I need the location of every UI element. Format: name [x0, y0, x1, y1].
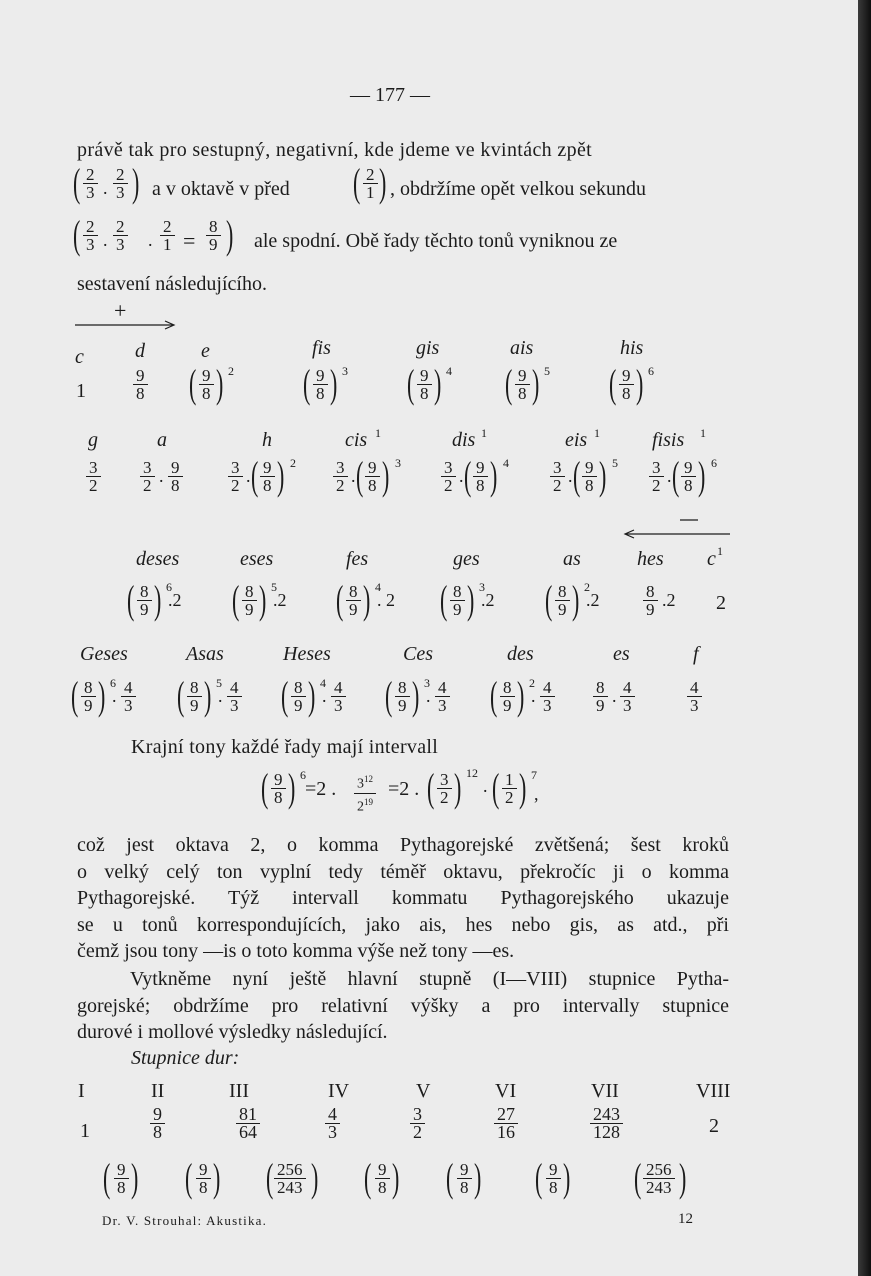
paren-open: (: [671, 453, 680, 498]
exponent: 6: [166, 580, 172, 594]
paren-open: (: [260, 765, 269, 810]
fraction-2-3: $\frac{2}{3}$: [113, 166, 128, 201]
fraction-2-3: $\frac{2}{3}$: [83, 166, 98, 201]
interval-fraction: $\frac{9}{8}$: [546, 1161, 561, 1196]
tone-name: Heses: [283, 643, 331, 665]
fraction-8-9: $\frac{8}{9}$: [500, 679, 515, 714]
interval-fraction: $\frac{9}{8}$: [114, 1161, 129, 1196]
fraction-4-3: $\frac{4}{3}$: [540, 679, 555, 714]
fraction-3-2: $\frac{3}{2}$: [441, 459, 456, 494]
fraction-2-3: $\frac{2}{3}$: [83, 218, 98, 253]
exponent: 3: [479, 580, 485, 594]
interval-fraction: $\frac{9}{8}$: [375, 1161, 390, 1196]
degree-value: 1: [80, 1120, 90, 1142]
dot-operator: .: [351, 466, 356, 486]
tone-superscript: 1: [375, 426, 381, 440]
fraction-9-8: $\frac{9}{8}$: [168, 459, 183, 494]
dot-operator: .: [459, 466, 464, 486]
equation-part: =2 .: [305, 778, 337, 800]
fraction-3-2: $\frac{3}{2}$: [140, 459, 155, 494]
degree-numeral: V: [416, 1080, 431, 1102]
tone-name: Geses: [80, 643, 128, 665]
fraction-9-8: $\frac{9}{8}$: [260, 459, 275, 494]
fraction-9-8: $\frac{9}{8}$: [313, 367, 328, 402]
paren-open: (: [608, 361, 617, 406]
text-line: Pythagorejské. Týž intervall kommatu Pythagorejského ukazuje: [77, 887, 729, 909]
degree-fraction: $\frac{27}{16}$: [494, 1106, 518, 1141]
paren-open: (: [544, 577, 553, 622]
fraction-8-9: $\frac{8}{9}$: [206, 218, 221, 253]
intro-line-1: právě tak pro sestupný, negativní, kde jdeme ve kvintách zpět: [77, 139, 593, 161]
fraction-9-8: $\frac{9}{8}$: [619, 367, 634, 402]
tone-name: des: [507, 643, 534, 665]
tone-name: h: [262, 429, 272, 451]
tone-name: ges: [453, 548, 480, 570]
paren-close: ): [276, 453, 285, 498]
dot-operator: .: [667, 466, 672, 486]
intro-line-3-end: ale spodní. Obě řady těchto tonů vyniknou ze: [254, 230, 618, 252]
text-line: Vytkněme nyní ještě hlavní stupně (I—VIII) stupnice Pytha-: [130, 968, 729, 990]
paren-close: ): [562, 1155, 571, 1200]
text-line: se u tonů korrespondujících, jako ais, hes nebo gis, as atd., při: [77, 913, 729, 936]
dot-operator: .: [218, 686, 223, 706]
equals-sign: =: [183, 228, 196, 253]
tone-name: e: [201, 340, 210, 362]
exponent: 12: [466, 766, 478, 780]
fraction-9-8: $\frac{9}{8}$: [417, 367, 432, 402]
interval-fraction: $\frac{9}{8}$: [457, 1161, 472, 1196]
paragraph-3: [77, 966, 729, 1046]
interval-fraction: $\frac{256}{243}$: [274, 1161, 306, 1196]
paren-close: ): [362, 577, 371, 622]
paren-open: (: [489, 673, 498, 718]
paren-open: (: [188, 361, 197, 406]
paren-close: ): [635, 361, 644, 406]
degree-numeral: VII: [591, 1080, 619, 1102]
paren-close: ): [153, 577, 162, 622]
plus-sign: +: [114, 298, 127, 323]
interval-fraction: $\frac{9}{8}$: [196, 1161, 211, 1196]
tone-name: his: [620, 337, 644, 359]
paren-open: (: [363, 1155, 372, 1200]
paragraph-2: [77, 832, 729, 965]
degree-fraction: $\frac{3}{2}$: [410, 1106, 425, 1141]
product-2: .2: [273, 590, 287, 610]
fraction-3-2: $\frac{3}{2}$: [649, 459, 664, 494]
exponent: 2: [290, 456, 296, 470]
paren-open: (: [126, 577, 135, 622]
paren-open: (: [70, 673, 79, 718]
tone-superscript: 1: [594, 426, 600, 440]
fraction-8-9: $\frac{8}{9}$: [187, 679, 202, 714]
fraction-4-3: $\frac{4}{3}$: [121, 679, 136, 714]
dot-operator: .: [531, 686, 536, 706]
paren-close: ): [212, 1155, 221, 1200]
degree-numeral: II: [151, 1080, 165, 1102]
dot-operator: .: [159, 466, 164, 486]
product-2: .2: [481, 590, 495, 610]
paren-open: (: [504, 361, 513, 406]
paren-close: ): [571, 577, 580, 622]
paren-close: ): [215, 361, 224, 406]
paren-close: ): [130, 1155, 139, 1200]
exponent: 6: [110, 676, 116, 690]
fraction-9-8: $\frac{9}{8}$: [582, 459, 597, 494]
scale-label: Stupnice dur:: [131, 1047, 240, 1069]
paren-open: (: [406, 361, 415, 406]
text-line: durové i mollové výsledky následující.: [77, 1021, 388, 1043]
fraction-9-8: $\frac{9}{8}$: [365, 459, 380, 494]
paren-open: (: [280, 673, 289, 718]
degree-numeral: IV: [328, 1080, 350, 1102]
fraction-9-8: $\frac{9}{8}$: [133, 367, 148, 402]
paren-open: (: [176, 673, 185, 718]
tone-value: 2: [716, 592, 726, 614]
product-2: .2: [168, 590, 182, 610]
product-2: . 2: [377, 590, 395, 610]
right-arrow-icon: [75, 318, 179, 332]
exponent: 4: [446, 364, 452, 378]
paren-open: (: [534, 1155, 543, 1200]
text-line: což jest oktava 2, o komma Pythagorejské zvětšená; šest kroků: [77, 834, 729, 856]
fraction-8-9: $\frac{8}{9}$: [450, 583, 465, 618]
fraction-9-8: $\frac{9}{8}$: [515, 367, 530, 402]
interval-sentence: Krajní tony každé řady mají intervall: [131, 736, 439, 758]
comma: ,: [534, 784, 539, 804]
degree-fraction: $\frac{81}{64}$: [236, 1106, 260, 1141]
exponent: 3: [424, 676, 430, 690]
text-line: o velký celý ton vyplní tedy téměř oktavu, překročíc ji o komma: [77, 860, 729, 883]
exponent: 6: [648, 364, 654, 378]
fraction-8-9: $\frac{8}{9}$: [137, 583, 152, 618]
dot-operator: .: [246, 466, 251, 486]
tone-name: fes: [346, 548, 369, 570]
paren-close: ): [381, 453, 390, 498]
exponent: 2: [228, 364, 234, 378]
page-number: — 177 —: [350, 84, 430, 106]
paren-close: ): [466, 577, 475, 622]
paren-close: ): [598, 453, 607, 498]
tone-name: as: [563, 548, 581, 570]
product-2: .2: [662, 590, 676, 610]
paren-open: (: [445, 1155, 454, 1200]
paren-open: (: [231, 577, 240, 622]
tone-name: fis: [312, 337, 331, 359]
paren-close: ): [225, 212, 234, 257]
fraction-4-3: $\frac{4}{3}$: [331, 679, 346, 714]
paren-close: ): [131, 160, 140, 205]
dot-operator: .: [148, 230, 153, 250]
fraction-9-8: $\frac{9}{8}$: [199, 367, 214, 402]
fraction-8-9: $\frac{8}{9}$: [555, 583, 570, 618]
tone-name: d: [135, 340, 145, 362]
paren-open: (: [633, 1155, 642, 1200]
intro-line-2-end: , obdržíme opět velkou sekundu: [390, 178, 647, 200]
dot-operator: .: [612, 686, 617, 706]
left-arrow-minus-icon: [622, 516, 732, 540]
paren-open: (: [265, 1155, 274, 1200]
exponent: 2: [529, 676, 535, 690]
fraction-8-9: $\frac{8}{9}$: [395, 679, 410, 714]
exponent: 3: [342, 364, 348, 378]
fraction-2-1: $\frac{2}{1}$: [160, 218, 175, 253]
fraction-2-3: $\frac{2}{3}$: [113, 218, 128, 253]
fraction-4-3: $\frac{4}{3}$: [227, 679, 242, 714]
tone-value: 1: [76, 380, 86, 402]
paren-close: ): [97, 673, 106, 718]
tone-name: hes: [637, 548, 664, 570]
paren-close: ): [453, 765, 462, 810]
paren-close: ): [489, 453, 498, 498]
tone-name: Ces: [403, 643, 433, 665]
page-edge-shadow: [858, 0, 871, 1276]
exponent: 2: [584, 580, 590, 594]
fraction-8-9: $\frac{8}{9}$: [593, 679, 608, 714]
paren-close: ): [516, 673, 525, 718]
paren-open: (: [439, 577, 448, 622]
tone-name: eis: [565, 429, 588, 451]
paren-close: ): [473, 1155, 482, 1200]
fraction-1-2: $\frac{1}{2}$: [502, 771, 517, 806]
dot-operator: .: [103, 230, 108, 250]
degree-fraction: $\frac{4}{3}$: [325, 1106, 340, 1141]
fraction-8-9: $\frac{8}{9}$: [643, 583, 658, 618]
exponent: 5: [271, 580, 277, 594]
exponent: 4: [375, 580, 381, 594]
exponent: 7: [531, 768, 537, 782]
equation-part: =2 .: [388, 778, 420, 800]
fraction-3-2: $\frac{3}{2}$: [228, 459, 243, 494]
paren-close: ): [391, 1155, 400, 1200]
signature-mark: 12: [678, 1211, 693, 1227]
exponent: 5: [216, 676, 222, 690]
fraction-4-3: $\frac{4}{3}$: [620, 679, 635, 714]
degree-numeral: I: [78, 1080, 85, 1102]
tone-name: fisis: [652, 429, 685, 451]
tone-name: c: [707, 548, 716, 570]
tone-name: cis: [345, 429, 368, 451]
paren-close: ): [433, 361, 442, 406]
fraction-8-9: $\frac{8}{9}$: [81, 679, 96, 714]
dot-operator: .: [426, 686, 431, 706]
text-line: čemž jsou tony —is o toto komma výše než tony —es.: [77, 940, 515, 962]
degree-numeral: VI: [495, 1080, 517, 1102]
paren-open: (: [250, 453, 259, 498]
exponent: 3: [395, 456, 401, 470]
fraction-3-2: $\frac{3}{2}$: [550, 459, 565, 494]
text-line: gorejské; obdržíme pro relativní výšky a pro intervally stupnice: [77, 994, 729, 1017]
paren-open: (: [102, 1155, 111, 1200]
degree-fraction: $\frac{243}{128}$: [590, 1106, 623, 1141]
fraction-8-9: $\frac{8}{9}$: [242, 583, 257, 618]
paren-close: ): [310, 1155, 319, 1200]
tone-name: f: [693, 643, 699, 665]
paren-open: (: [426, 765, 435, 810]
fraction-3-2: $\frac{3}{2}$: [437, 771, 452, 806]
intro-line-2-mid: a v oktavě v před: [152, 178, 290, 200]
product-2: .2: [586, 590, 600, 610]
tone-superscript: 1: [717, 544, 723, 558]
exponent: 5: [612, 456, 618, 470]
fraction-8-9: $\frac{8}{9}$: [346, 583, 361, 618]
intro-line-4: sestavení následujícího.: [77, 273, 267, 295]
tone-name: c: [75, 346, 84, 368]
fraction-4-3: $\frac{4}{3}$: [435, 679, 450, 714]
fraction-8-9: $\frac{8}{9}$: [291, 679, 306, 714]
tone-name: es: [613, 643, 630, 665]
paren-open: (: [491, 765, 500, 810]
paren-open: (: [72, 160, 81, 205]
paren-close: ): [678, 1155, 687, 1200]
tone-name: Asas: [186, 643, 224, 665]
exponent: 4: [320, 676, 326, 690]
paren-open: (: [572, 453, 581, 498]
tone-name: gis: [416, 337, 440, 359]
degree-numeral: VIII: [696, 1080, 731, 1102]
paren-close: ): [307, 673, 316, 718]
paren-open: (: [335, 577, 344, 622]
paren-close: ): [287, 765, 296, 810]
paren-open: (: [184, 1155, 193, 1200]
tone-superscript: 1: [481, 426, 487, 440]
dot-operator: .: [112, 686, 117, 706]
dot-operator: .: [568, 466, 573, 486]
tone-name: dis: [452, 429, 476, 451]
paren-open: (: [352, 160, 361, 205]
fraction-3pow12-2pow19: $\frac{3^{12}}{2^{19}}$: [354, 771, 376, 815]
dot-operator: .: [103, 178, 108, 198]
exponent: 6: [300, 768, 306, 782]
tone-superscript: 1: [700, 426, 706, 440]
exponent: 4: [503, 456, 509, 470]
exponent: 6: [711, 456, 717, 470]
fraction-9-8: $\frac{9}{8}$: [271, 771, 286, 806]
paren-close: ): [411, 673, 420, 718]
dot-operator: .: [483, 776, 488, 796]
fraction-4-3: $\frac{4}{3}$: [687, 679, 702, 714]
paren-open: (: [72, 212, 81, 257]
degree-value: 2: [709, 1115, 719, 1137]
paren-open: (: [463, 453, 472, 498]
tone-name: a: [157, 429, 167, 451]
tone-name: eses: [240, 548, 274, 570]
paren-open: (: [355, 453, 364, 498]
paren-close: ): [531, 361, 540, 406]
paren-close: ): [378, 160, 387, 205]
fraction-9-8: $\frac{9}{8}$: [473, 459, 488, 494]
dot-operator: .: [322, 686, 327, 706]
exponent: 5: [544, 364, 550, 378]
fraction-3-2: $\frac{3}{2}$: [86, 459, 101, 494]
paren-close: ): [258, 577, 267, 622]
fraction-2-1: $\frac{2}{1}$: [363, 166, 378, 201]
tone-name: g: [88, 429, 98, 451]
degree-numeral: III: [229, 1080, 249, 1102]
interval-fraction: $\frac{256}{243}$: [643, 1161, 675, 1196]
footer-author-title: Dr. V. Strouhal: Akustika.: [102, 1213, 268, 1228]
paren-close: ): [697, 453, 706, 498]
paren-close: ): [518, 765, 527, 810]
degree-fraction: $\frac{9}{8}$: [150, 1106, 165, 1141]
paren-open: (: [302, 361, 311, 406]
fraction-9-8: $\frac{9}{8}$: [681, 459, 696, 494]
fraction-3-2: $\frac{3}{2}$: [333, 459, 348, 494]
tone-name: ais: [510, 337, 534, 359]
tone-name: deses: [136, 548, 180, 570]
paren-open: (: [384, 673, 393, 718]
paren-close: ): [203, 673, 212, 718]
paren-close: ): [329, 361, 338, 406]
